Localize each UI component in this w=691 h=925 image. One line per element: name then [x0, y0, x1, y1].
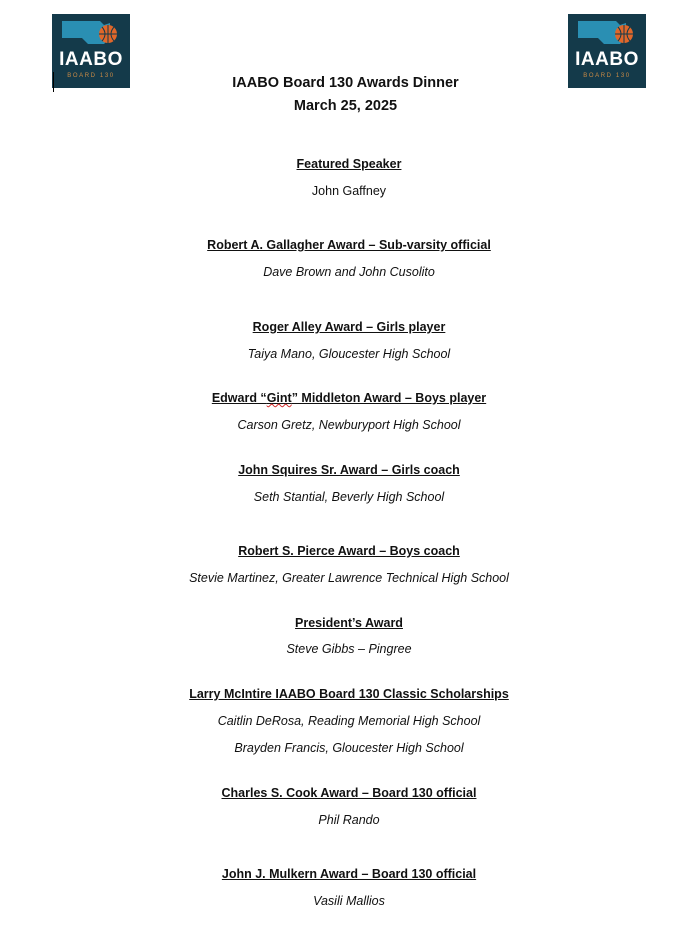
- award-heading: President’s Award: [295, 616, 403, 630]
- featured-speaker-heading: Featured Speaker: [296, 157, 402, 171]
- award-recipient: Dave Brown and John Cusolito: [263, 265, 435, 279]
- logo-brand-text: IAABO: [575, 49, 639, 70]
- award-heading-part: ” Middleton Award – Boys player: [291, 391, 487, 405]
- award-recipient: Vasili Mallios: [313, 894, 385, 908]
- award-heading: Robert A. Gallagher Award – Sub-varsity official: [207, 238, 491, 252]
- award-recipient: Steve Gibbs – Pingree: [286, 642, 412, 656]
- logo-sub-text: BOARD 130: [67, 73, 115, 79]
- award-recipient: Stevie Martinez, Greater Lawrence Technical High School: [189, 571, 509, 585]
- logo-brand-text: IAABO: [59, 49, 123, 70]
- award-recipient: Brayden Francis, Gloucester High School: [234, 741, 464, 755]
- award-recipient: Seth Stantial, Beverly High School: [253, 490, 445, 504]
- award-heading: [0, 391, 691, 405]
- logo-sub-text: BOARD 130: [583, 73, 631, 79]
- award-recipient: Taiya Mano, Gloucester High School: [247, 347, 451, 361]
- award-heading: Robert S. Pierce Award – Boys coach: [238, 544, 460, 558]
- award-heading-part: Edward “: [211, 391, 267, 405]
- award-recipient: Carson Gretz, Newburyport High School: [237, 418, 461, 432]
- award-heading: John Squires Sr. Award – Girls coach: [238, 463, 460, 477]
- spelling-flagged-word: Gint: [266, 391, 292, 405]
- award-recipient: Phil Rando: [318, 813, 380, 827]
- award-heading: Roger Alley Award – Girls player: [252, 320, 446, 334]
- award-heading: Larry McIntire IAABO Board 130 Classic Scholarships: [189, 687, 509, 701]
- event-title: IAABO Board 130 Awards Dinner: [232, 75, 459, 91]
- award-heading: John J. Mulkern Award – Board 130 official: [221, 867, 477, 881]
- event-date: March 25, 2025: [293, 98, 398, 114]
- award-heading: Charles S. Cook Award – Board 130 official: [221, 786, 477, 800]
- award-recipient: Caitlin DeRosa, Reading Memorial High School: [217, 714, 481, 728]
- featured-speaker-name: John Gaffney: [311, 184, 387, 198]
